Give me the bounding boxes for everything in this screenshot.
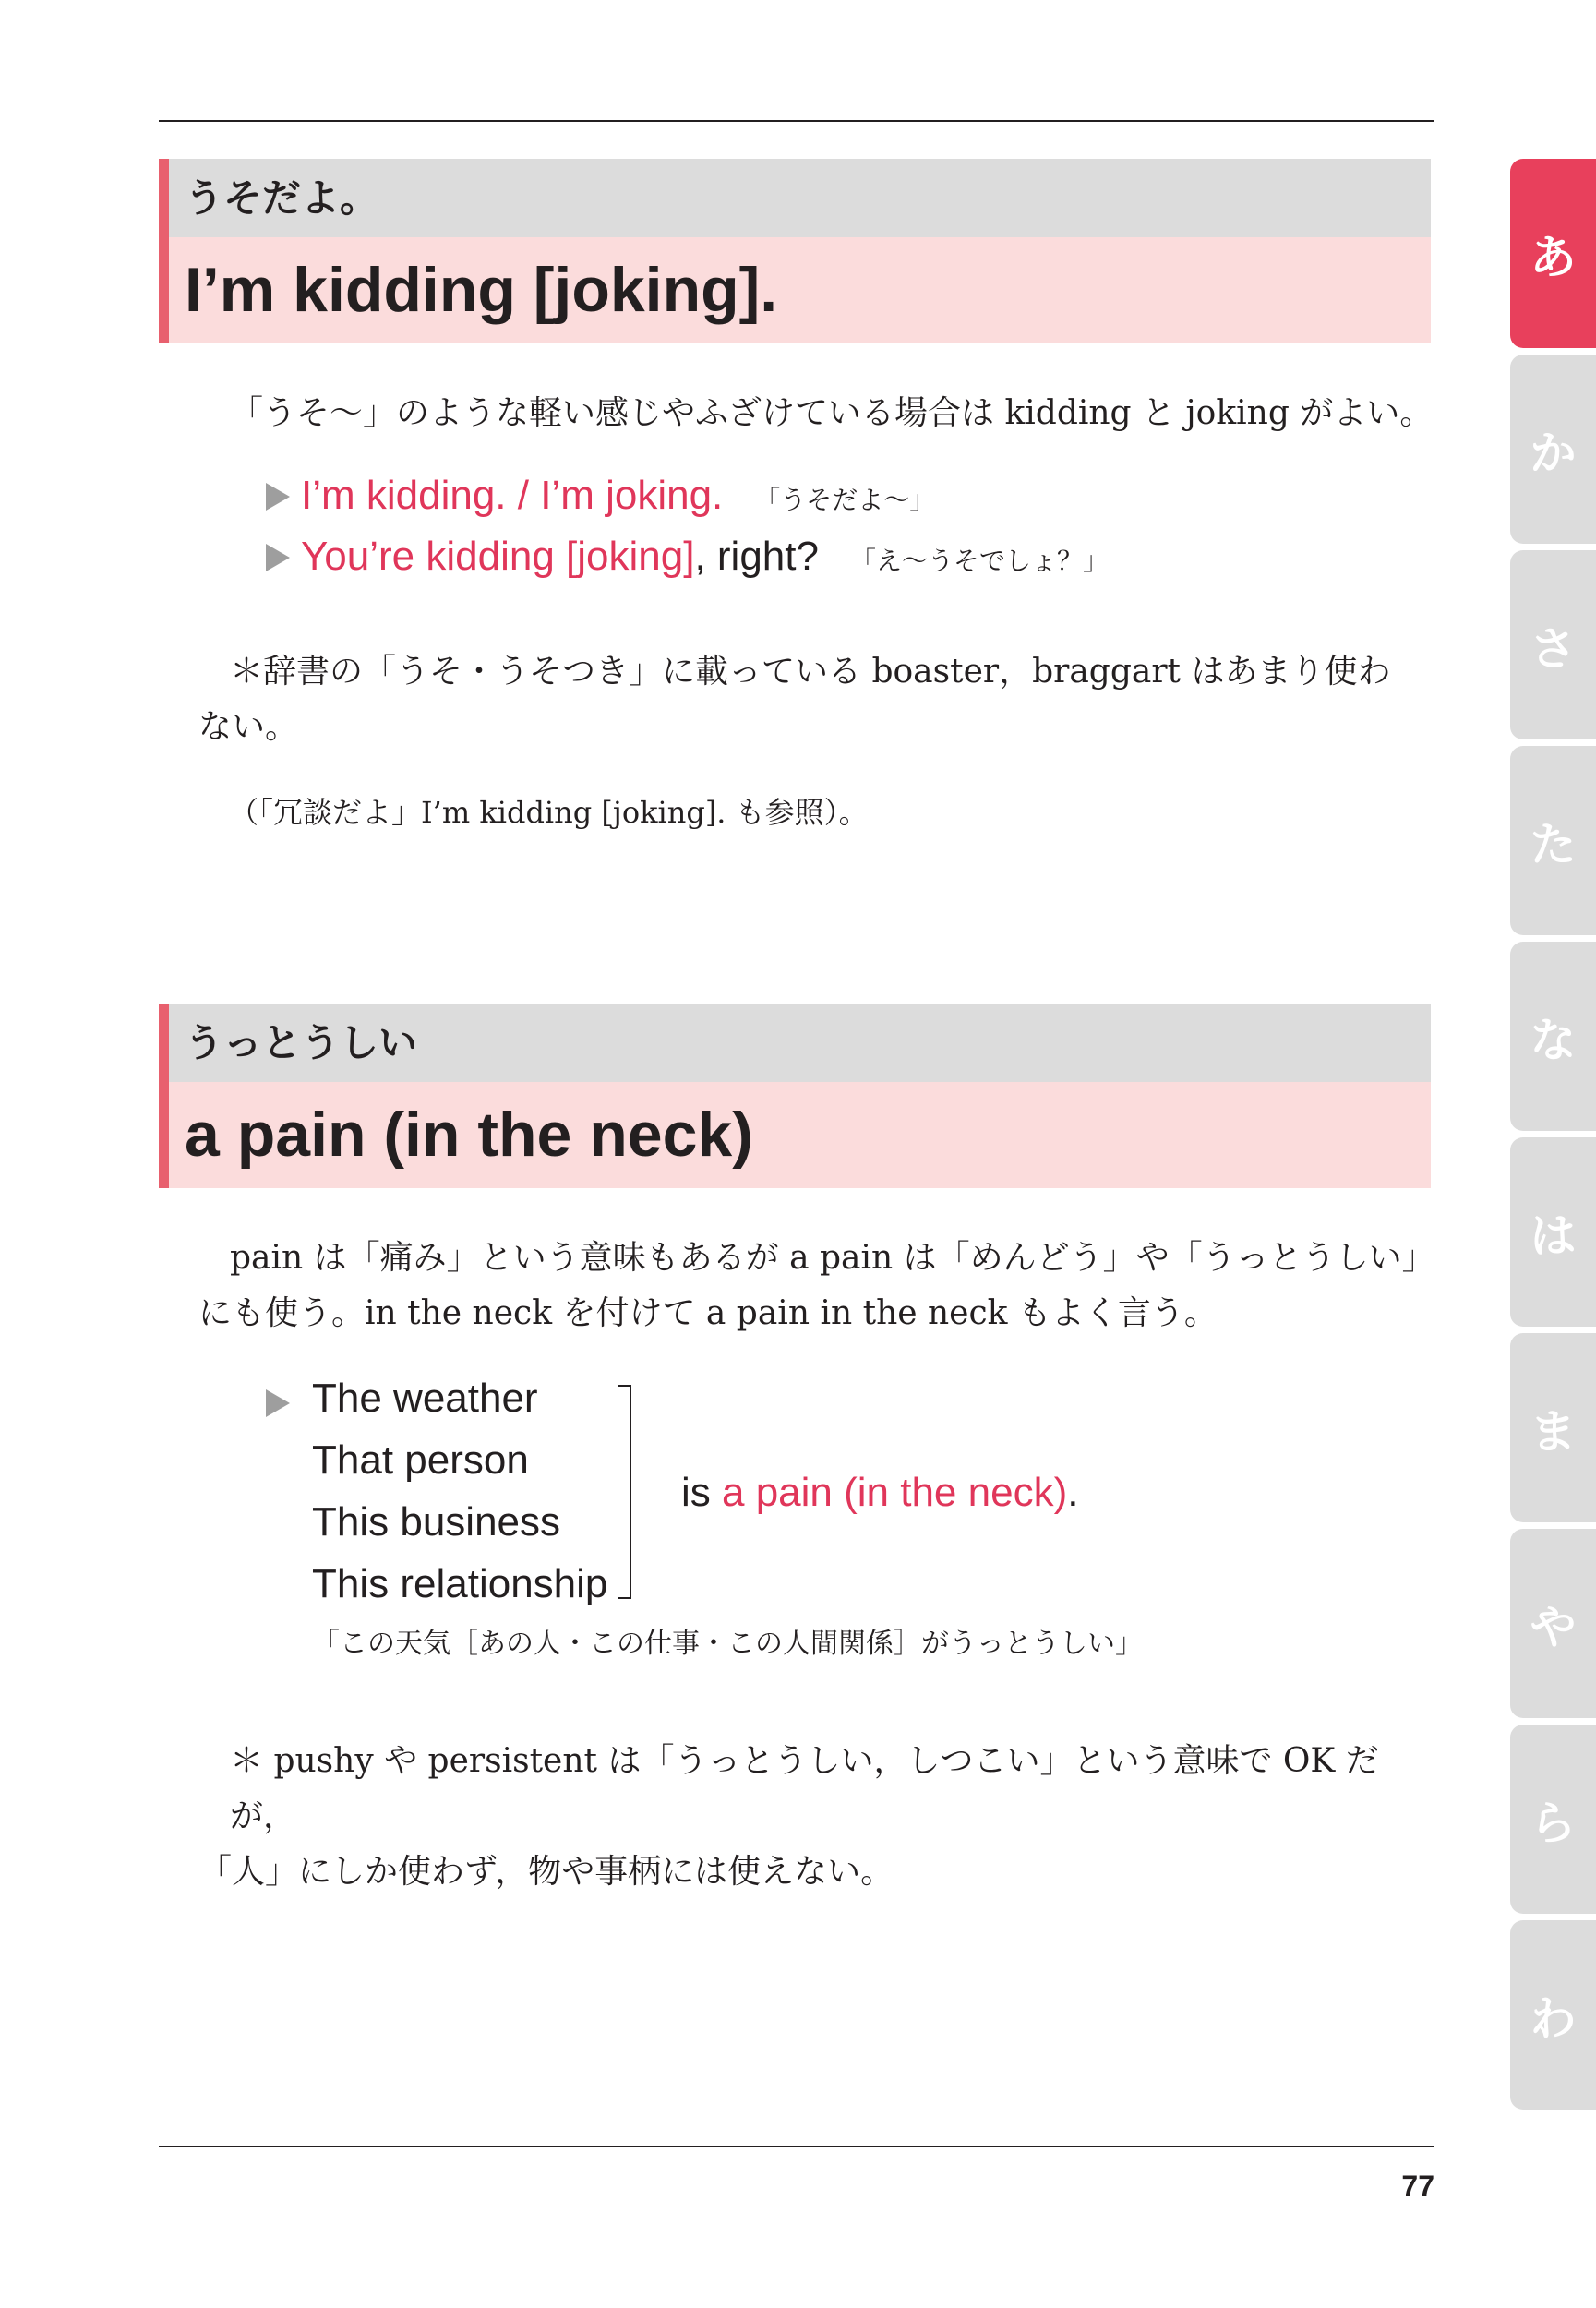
bottom-rule: [159, 2146, 1434, 2147]
example-sentence: [266, 473, 935, 519]
subject-option: This business: [312, 1499, 561, 1545]
entry-heading-en: a pain (in the neck): [159, 1082, 1431, 1188]
tab-ya[interactable]: や: [1510, 1529, 1596, 1718]
triangle-bullet-icon: [266, 483, 290, 511]
explanation-line: pain は「痛み」という意味もあるが a pain は「めんどう」や「うっとうしい」: [230, 1239, 1435, 1277]
triangle-bullet-icon: [266, 1389, 290, 1417]
example-en-rest: , right?: [694, 534, 819, 579]
subject-option: The weather: [312, 1376, 538, 1421]
example-en-highlight: You’re kidding [joking]: [301, 534, 695, 579]
entry2-explanation: [198, 1231, 1435, 1341]
example-jp: 「え～うそでしょ？」: [849, 546, 1109, 576]
page-number: 77: [1401, 2170, 1434, 2203]
predicate-prefix: is: [681, 1470, 722, 1515]
entry1-note: [198, 644, 1435, 755]
tab-wa[interactable]: わ: [1510, 1920, 1596, 2110]
tab-ma[interactable]: ま: [1510, 1333, 1596, 1522]
tab-ha[interactable]: は: [1510, 1137, 1596, 1327]
entry-heading-usodayo: [159, 159, 1431, 343]
note-line: ＊ pushy や persistent は「うっとうしい，しつこい」という意味で OK だが，: [230, 1742, 1379, 1835]
top-rule: [159, 120, 1434, 122]
tab-ta[interactable]: た: [1510, 746, 1596, 935]
predicate-suffix: .: [1067, 1470, 1079, 1515]
example-en: I’m kidding. / I’m joking.: [301, 473, 724, 518]
heading-accent-bar: [159, 1004, 169, 1188]
example-sentence: [266, 534, 1109, 580]
predicate: [681, 1470, 1078, 1516]
subject-option: This relationship: [312, 1561, 608, 1606]
tab-sa[interactable]: さ: [1510, 550, 1596, 739]
entry-heading-jp: うそだよ。: [159, 159, 1431, 237]
example-jp: 「うそだよ～」: [754, 485, 936, 515]
tab-a[interactable]: あ: [1510, 159, 1596, 348]
entry1-explanation: 「うそ～」のような軽い感じやふざけている場合は kidding と joking がよい。: [230, 394, 1434, 432]
tab-ka[interactable]: か: [1510, 355, 1596, 544]
subject-option: That person: [312, 1437, 529, 1483]
triangle-bullet-icon: [266, 544, 290, 571]
right-bracket: [618, 1385, 631, 1599]
note-line: 「人」にしか使わず，物や事柄には使えない。: [198, 1853, 894, 1891]
predicate-highlight: a pain (in the neck): [722, 1470, 1068, 1515]
entry2-note: [198, 1734, 1435, 1900]
heading-accent-bar: [159, 159, 169, 343]
entry-heading-uttoushii: [159, 1004, 1431, 1188]
explanation-line: にも使う。in the neck を付けて a pain in the neck もよく言う。: [198, 1294, 1218, 1332]
entry-heading-jp: うっとうしい: [159, 1004, 1431, 1082]
note-line: ＊辞書の「うそ・うそつき」に載っている boaster，braggart はあまり使わ: [230, 653, 1391, 691]
tab-ra[interactable]: ら: [1510, 1725, 1596, 1914]
note-line: ない。: [198, 708, 299, 746]
entry-heading-en: I’m kidding [joking].: [159, 237, 1431, 343]
example-translation: 「この天気［あの人・この仕事・この人間関係］がうっとうしい」: [312, 1628, 1143, 1660]
tab-na[interactable]: な: [1510, 942, 1596, 1131]
cross-reference: （「冗談だよ」I’m kidding [joking]. も参照）。: [229, 795, 869, 830]
